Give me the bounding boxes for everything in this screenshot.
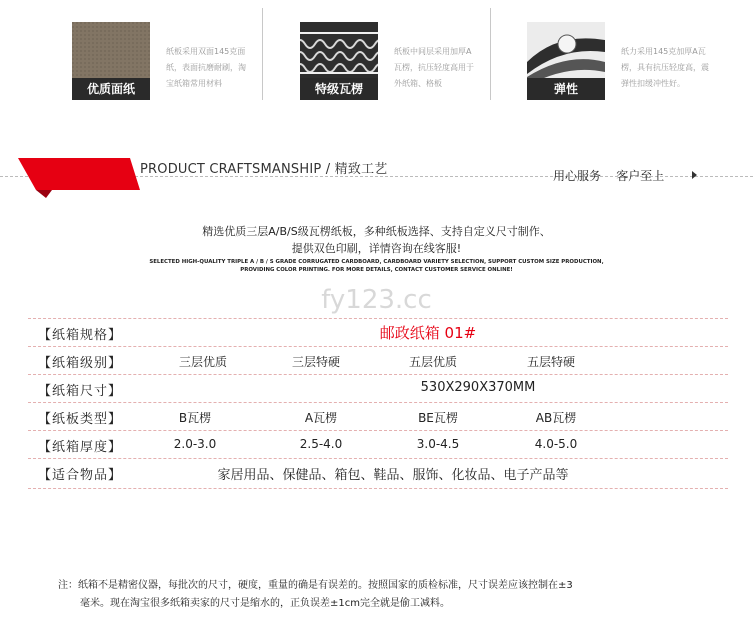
thickness-cell: 2.0-3.0 [173, 437, 217, 451]
red-ribbon-icon [0, 150, 150, 200]
slogan [553, 167, 664, 184]
row-divider [28, 346, 728, 347]
slogan-service: 用心服务 [553, 169, 602, 183]
row-divider [28, 458, 728, 459]
grade-cell: 三层特硬 [291, 355, 340, 369]
board-cell: B瓦楞 [178, 411, 212, 425]
thickness-cell: 4.0-5.0 [534, 437, 578, 451]
row-divider [28, 488, 728, 489]
spec-row-model [28, 320, 728, 346]
row-divider [28, 374, 728, 375]
feature-corrugated [300, 0, 480, 120]
grade-cell: 五层优质 [408, 355, 457, 369]
note-line-2: 毫米。现在淘宝很多纸箱卖家的尺寸是缩水的，正负误差±1cm完全就是偷工减料。 [80, 598, 450, 609]
slogan-arrow-icon [692, 171, 697, 179]
row-divider [28, 402, 728, 403]
spec-label: 【纸箱规格】 [38, 328, 123, 343]
spec-row-grade [28, 348, 728, 374]
spec-label: 【纸箱厚度】 [38, 440, 123, 455]
row-divider [28, 430, 728, 431]
feature-tag: 特级瓦楞 [300, 78, 378, 100]
row-divider [28, 318, 728, 319]
elasticity-image [527, 22, 605, 100]
spec-row-thickness [28, 432, 728, 458]
paper-texture-image [72, 22, 150, 100]
watermark: fy123.cc [321, 285, 432, 315]
spec-label: 【纸箱尺寸】 [38, 384, 123, 399]
spec-usage-value: 家居用品、保健品、箱包、鞋品、服饰、化妆品、电子产品等 [217, 468, 569, 483]
spec-size-value: 530X290X370MM [420, 380, 536, 395]
feature-desc: 纸板采用双面145克面纸，表面抗磨耐刷，淘宝纸箱常用材料 [166, 47, 246, 88]
spec-label: 【纸板类型】 [38, 412, 123, 427]
section-title: PRODUCT CRAFTSMANSHIP / 精致工艺 [140, 162, 388, 177]
spec-label: 【适合物品】 [38, 468, 123, 483]
intro-line-2: 提供双色印刷，详情咨询在线客服! [291, 242, 462, 255]
feature-desc: 纸板中间层采用加厚A瓦楞，抗压轻度高用于外纸箱、格板 [394, 47, 474, 88]
feature-premium-paper [72, 0, 252, 120]
feature-tag: 优质面纸 [72, 78, 150, 100]
feature-desc: 纸力采用145克加厚A瓦楞，具有抗压轻度高，震弹性扣缓冲性好。 [621, 47, 709, 88]
divider [262, 8, 263, 100]
intro-en-line-1: SELECTED HIGH-QUALITY TRIPLE A / B / S GRADE CORRUGATED CARDBOARD, CARDBOARD VARIETY SELECTION, SUPPORT CUSTOM SIZE PRODUCTION, [149, 259, 604, 265]
spec-model-value: 邮政纸箱 01# [379, 324, 477, 342]
thickness-cell: 2.5-4.0 [299, 437, 343, 451]
slogan-customer: 客户至上 [616, 169, 665, 183]
thickness-cell: 3.0-4.5 [416, 437, 460, 451]
feature-tag: 弹性 [527, 78, 605, 100]
intro-en-line-2: PROVIDING COLOR PRINTING. FOR MORE DETAILS, CONTACT CUSTOMER SERVICE ONLINE! [240, 267, 513, 273]
divider [490, 8, 491, 100]
note-line-1: 注：纸箱不是精密仪器，每批次的尺寸，硬度，重量的确是有误差的。按照国家的质检标准，尺寸误差应该控制在±3 [58, 580, 573, 591]
grade-cell: 五层特硬 [526, 355, 575, 369]
spec-label: 【纸箱级别】 [38, 356, 123, 371]
board-cell: AB瓦楞 [535, 411, 577, 425]
intro-line-1: 精选优质三层A/B/S级瓦楞纸板，多种纸板选择、支持自定义尺寸制作、 [202, 225, 551, 238]
feature-elasticity [527, 0, 727, 120]
board-cell: A瓦楞 [304, 411, 338, 425]
corrugated-image [300, 22, 378, 100]
grade-cell: 三层优质 [178, 355, 227, 369]
spec-row-board [28, 404, 728, 430]
spec-row-usage [28, 460, 728, 486]
board-cell: BE瓦楞 [418, 411, 458, 425]
spec-row-size [28, 376, 728, 402]
